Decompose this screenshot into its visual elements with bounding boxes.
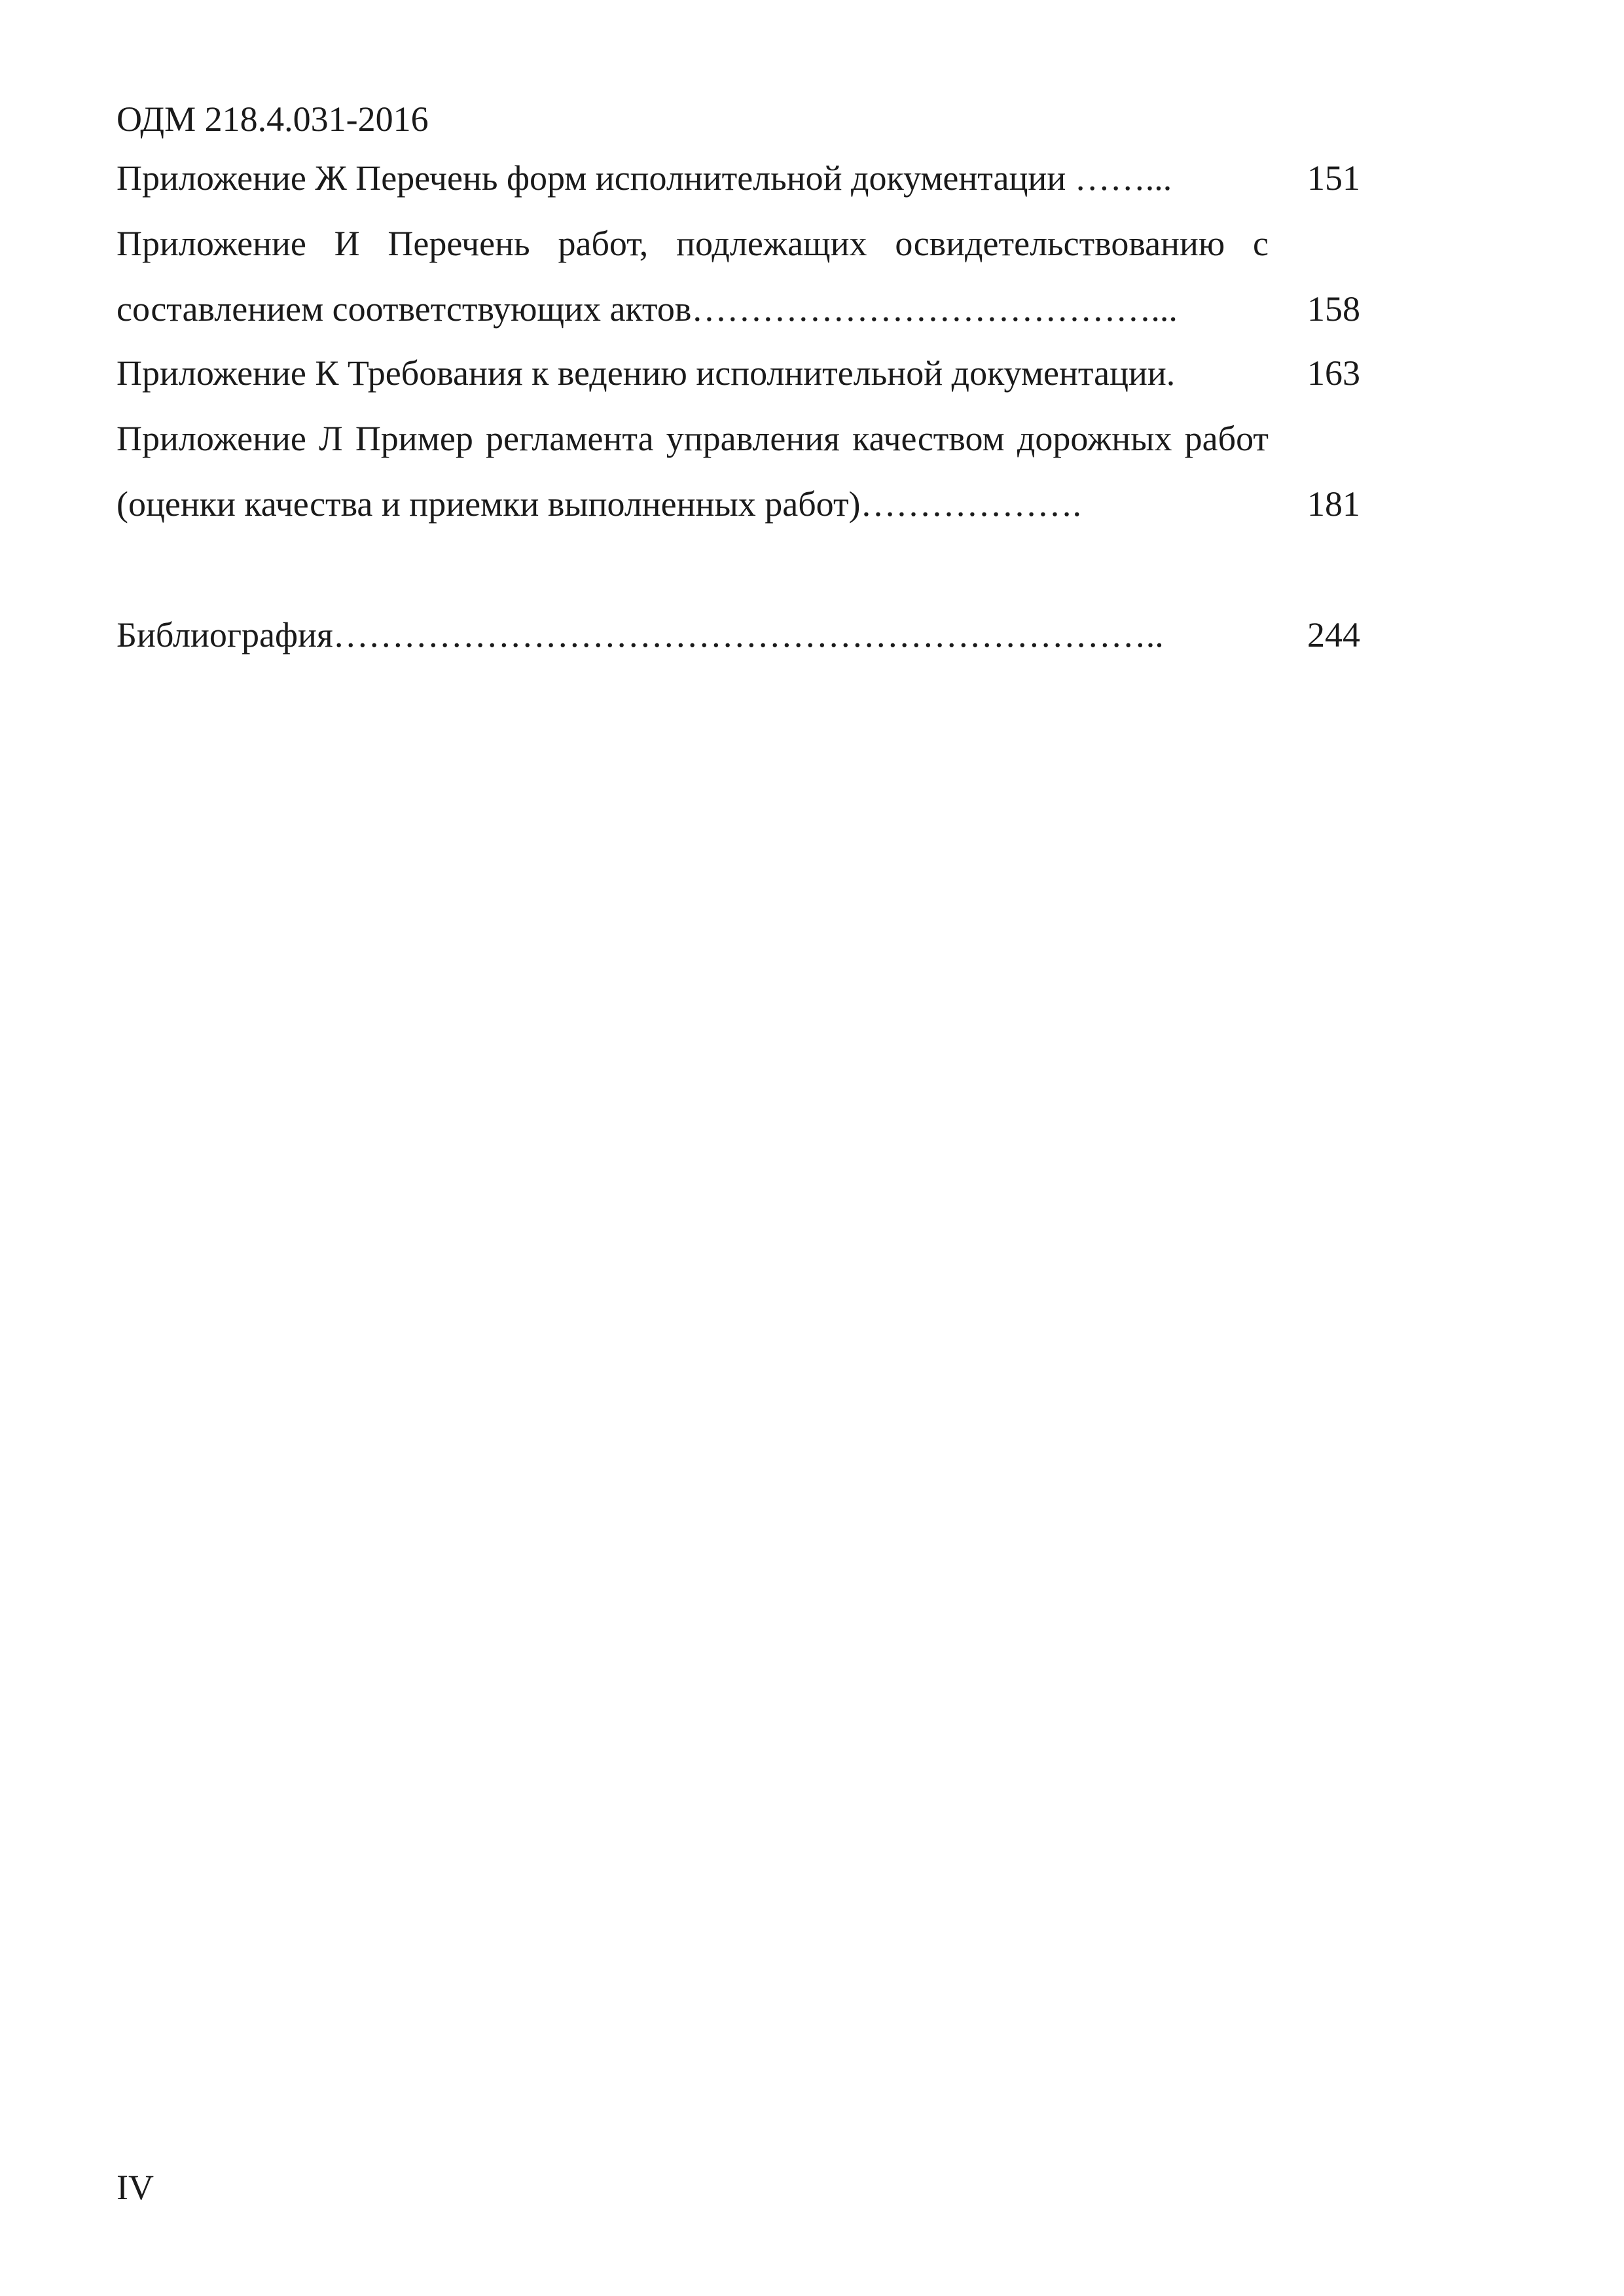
- toc-entry-page: 151: [1307, 158, 1360, 198]
- toc-entry-appendix-i: [117, 211, 1360, 342]
- toc-entry-page: 158: [1307, 289, 1360, 329]
- toc-entry-appendix-zh: [117, 157, 1360, 199]
- toc-entry-page: 181: [1307, 484, 1360, 524]
- toc-entry-appendix-l: [117, 406, 1360, 537]
- toc-entry-title: Приложение К Требования к ведению исполнительной документации.: [117, 353, 1176, 393]
- toc-entry-title: Приложение Л Пример регламента управления качеством дорожных работ (оценки качества и приемки выполненных работ)……………….: [117, 419, 1269, 524]
- toc-entry-page: 244: [1307, 615, 1360, 655]
- page-number: IV: [117, 2168, 154, 2207]
- toc-entry-bibliography: [117, 614, 1360, 656]
- toc-entry-title: Приложение Ж Перечень форм исполнительной документации ……...: [117, 158, 1172, 198]
- toc-entry-page: 163: [1307, 353, 1360, 393]
- document-code: ОДМ 218.4.031-2016: [117, 99, 429, 139]
- toc-entry-title: Библиография……………………………………………………………..: [117, 615, 1164, 655]
- toc-entry-appendix-k: [117, 352, 1360, 394]
- toc-entry-title: Приложение И Перечень работ, подлежащих освидетельствованию с составлением соответствующих актов…………………………………...: [117, 224, 1269, 329]
